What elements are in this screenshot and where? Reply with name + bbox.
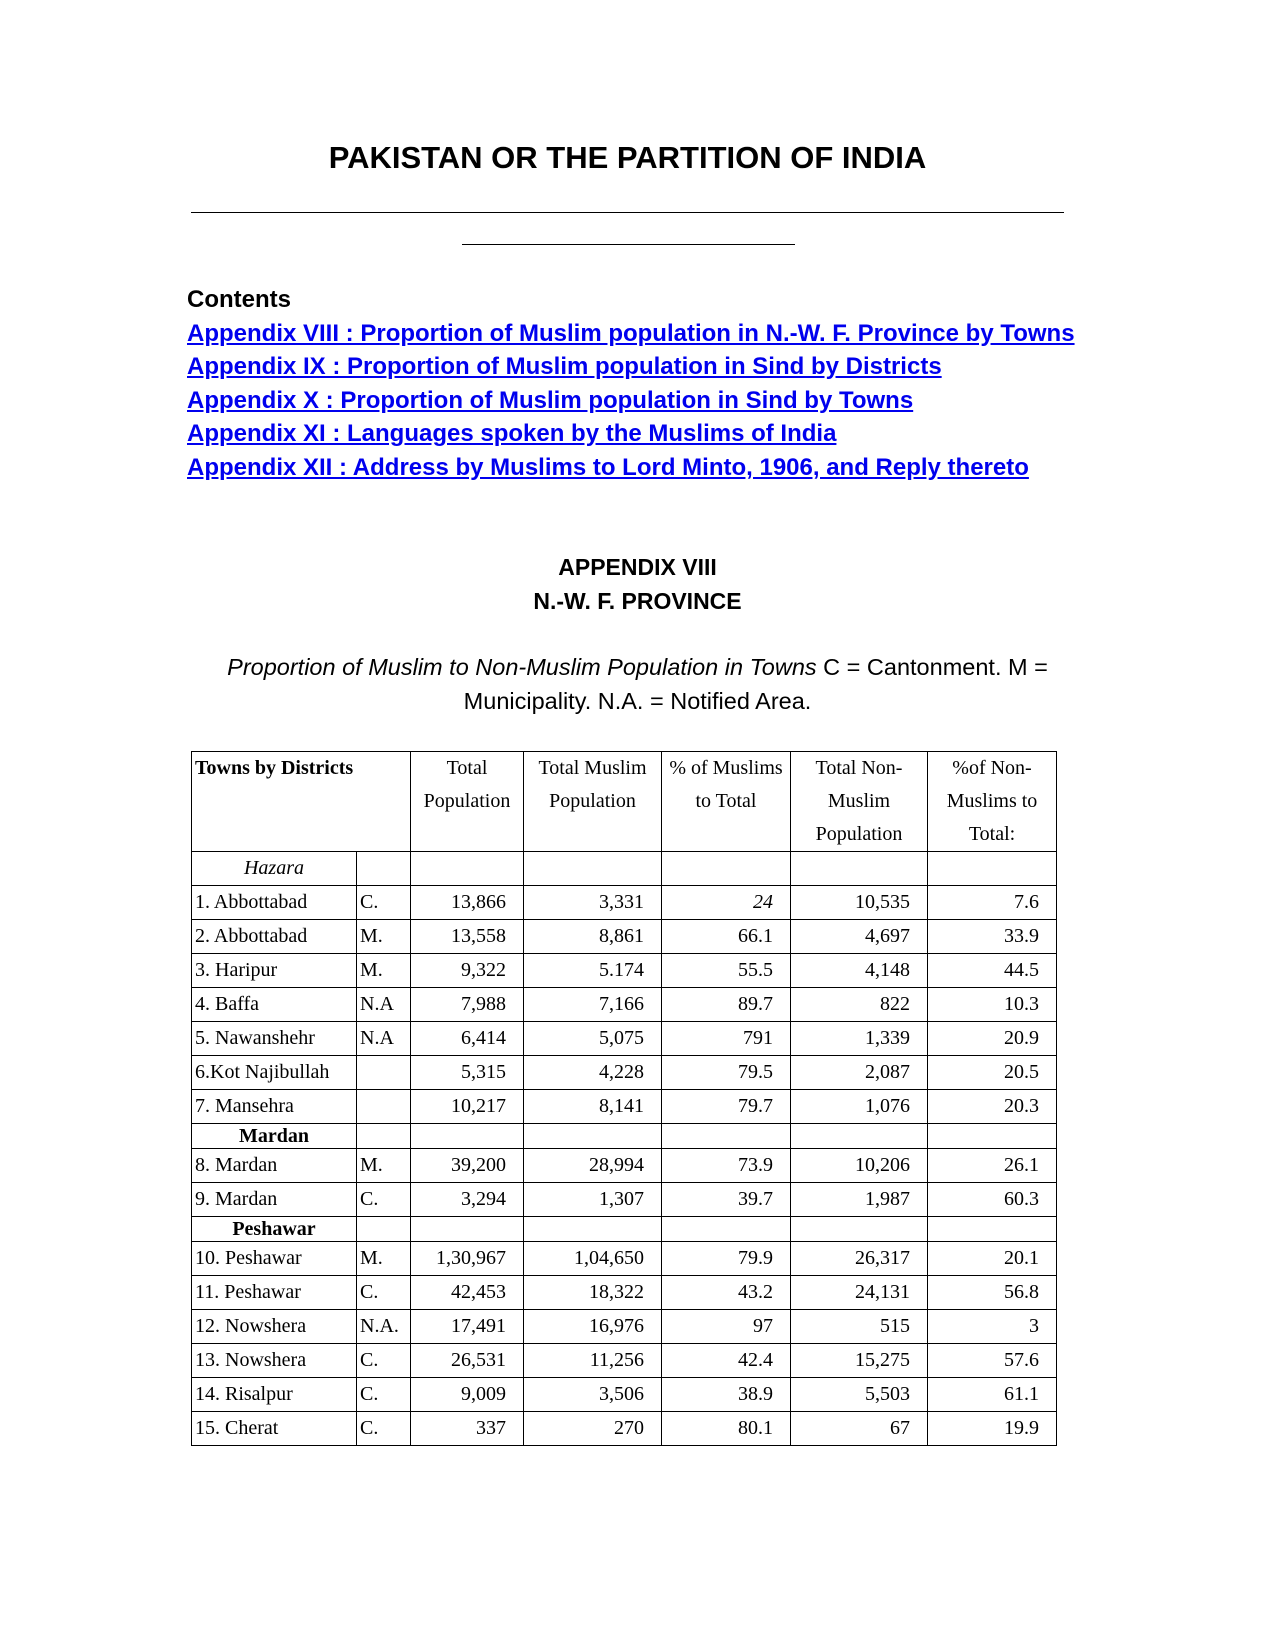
link-appendix-ix[interactable]: Appendix IX : Proportion of Muslim population in Sind by Districts xyxy=(187,353,942,380)
muslim-population: 270 xyxy=(524,1412,662,1446)
non-muslim-percent: 20.9 xyxy=(928,1022,1057,1056)
muslim-population: 5,075 xyxy=(524,1022,662,1056)
empty-cell xyxy=(411,1124,524,1149)
title-rule xyxy=(191,212,1064,213)
non-muslim-percent: 57.6 xyxy=(928,1344,1057,1378)
empty-cell xyxy=(662,1217,791,1242)
town-type: M. xyxy=(357,1242,411,1276)
muslim-percent: 42.4 xyxy=(662,1344,791,1378)
muslim-population: 16,976 xyxy=(524,1310,662,1344)
contents-section xyxy=(187,283,1087,484)
muslim-percent: 73.9 xyxy=(662,1149,791,1183)
town-type: N.A xyxy=(357,1022,411,1056)
total-population: 42,453 xyxy=(411,1276,524,1310)
non-muslim-population: 2,087 xyxy=(791,1056,928,1090)
town-name: 5. Nawanshehr xyxy=(192,1022,357,1056)
town-name: 15. Cherat xyxy=(192,1412,357,1446)
muslim-percent: 79.7 xyxy=(662,1090,791,1124)
muslim-population: 18,322 xyxy=(524,1276,662,1310)
district-row xyxy=(192,1124,1057,1149)
muslim-population: 28,994 xyxy=(524,1149,662,1183)
table-row xyxy=(192,988,1057,1022)
appendix-number: APPENDIX VIII xyxy=(558,554,717,580)
link-appendix-xii[interactable]: Appendix XII : Address by Muslims to Lord Minto, 1906, and Reply thereto xyxy=(187,453,1029,481)
non-muslim-population: 515 xyxy=(791,1310,928,1344)
table-row xyxy=(192,1412,1057,1446)
table-row xyxy=(192,1056,1057,1090)
town-type: C. xyxy=(357,1276,411,1310)
town-type: M. xyxy=(357,1149,411,1183)
muslim-population: 11,256 xyxy=(524,1344,662,1378)
page-title: PAKISTAN OR THE PARTITION OF INDIA xyxy=(328,140,927,175)
town-name: 4. Baffa xyxy=(192,988,357,1022)
empty-cell xyxy=(524,852,662,886)
header-total-population: Total Population xyxy=(411,752,524,852)
town-type: M. xyxy=(357,920,411,954)
muslim-percent: 66.1 xyxy=(662,920,791,954)
muslim-percent: 38.9 xyxy=(662,1378,791,1412)
muslim-population: 4,228 xyxy=(524,1056,662,1090)
header-towns: Towns by Districts xyxy=(192,752,411,852)
district-row xyxy=(192,852,1057,886)
header-non-muslim-percent: %of Non-Muslims to Total: xyxy=(928,752,1057,852)
total-population: 6,414 xyxy=(411,1022,524,1056)
non-muslim-population: 15,275 xyxy=(791,1344,928,1378)
non-muslim-percent: 61.1 xyxy=(928,1378,1057,1412)
town-type: C. xyxy=(357,886,411,920)
town-name: 3. Haripur xyxy=(192,954,357,988)
non-muslim-percent: 7.6 xyxy=(928,886,1057,920)
town-type xyxy=(357,1090,411,1124)
non-muslim-population: 5,503 xyxy=(791,1378,928,1412)
district-name: Peshawar xyxy=(192,1217,357,1242)
town-type: C. xyxy=(357,1378,411,1412)
town-name: 14. Risalpur xyxy=(192,1378,357,1412)
muslim-percent: 39.7 xyxy=(662,1183,791,1217)
town-type: C. xyxy=(357,1344,411,1378)
town-name: 9. Mardan xyxy=(192,1183,357,1217)
empty-cell xyxy=(411,852,524,886)
non-muslim-population: 10,535 xyxy=(791,886,928,920)
empty-cell xyxy=(662,1124,791,1149)
empty-cell xyxy=(357,1217,411,1242)
table-row xyxy=(192,1242,1057,1276)
muslim-population: 8,861 xyxy=(524,920,662,954)
total-population: 13,558 xyxy=(411,920,524,954)
non-muslim-percent: 20.1 xyxy=(928,1242,1057,1276)
caption-legend: C = Cantonment. M = Municipality. N.A. = Notified Area. xyxy=(463,654,1048,714)
district-name: Hazara xyxy=(192,852,357,886)
empty-cell xyxy=(791,852,928,886)
non-muslim-percent: 19.9 xyxy=(928,1412,1057,1446)
muslim-population: 8,141 xyxy=(524,1090,662,1124)
header-non-muslim-population: Total Non-Muslim Population xyxy=(791,752,928,852)
non-muslim-percent: 33.9 xyxy=(928,920,1057,954)
population-table xyxy=(191,751,1057,1446)
total-population: 26,531 xyxy=(411,1344,524,1378)
empty-cell xyxy=(662,852,791,886)
muslim-percent: 89.7 xyxy=(662,988,791,1022)
contents-heading: Contents xyxy=(187,286,291,313)
appendix-province: N.-W. F. PROVINCE xyxy=(533,588,742,614)
non-muslim-population: 10,206 xyxy=(791,1149,928,1183)
title-rule-short xyxy=(462,244,795,245)
table-row xyxy=(192,1276,1057,1310)
total-population: 9,009 xyxy=(411,1378,524,1412)
town-name: 11. Peshawar xyxy=(192,1276,357,1310)
muslim-population: 3,331 xyxy=(524,886,662,920)
header-muslim-population: Total Muslim Population xyxy=(524,752,662,852)
total-population: 1,30,967 xyxy=(411,1242,524,1276)
non-muslim-percent: 56.8 xyxy=(928,1276,1057,1310)
total-population: 3,294 xyxy=(411,1183,524,1217)
non-muslim-percent: 60.3 xyxy=(928,1183,1057,1217)
total-population: 10,217 xyxy=(411,1090,524,1124)
muslim-population: 7,166 xyxy=(524,988,662,1022)
town-name: 6.Kot Najibullah xyxy=(192,1056,357,1090)
table-row xyxy=(192,1310,1057,1344)
empty-cell xyxy=(357,852,411,886)
non-muslim-population: 24,131 xyxy=(791,1276,928,1310)
muslim-percent: 24 xyxy=(662,886,791,920)
non-muslim-percent: 10.3 xyxy=(928,988,1057,1022)
total-population: 39,200 xyxy=(411,1149,524,1183)
appendix-heading xyxy=(0,550,1275,618)
town-name: 8. Mardan xyxy=(192,1149,357,1183)
table-row xyxy=(192,954,1057,988)
caption-italic: Proportion of Muslim to Non-Muslim Population in Towns xyxy=(227,654,817,680)
non-muslim-population: 26,317 xyxy=(791,1242,928,1276)
muslim-percent: 79.5 xyxy=(662,1056,791,1090)
muslim-percent: 55.5 xyxy=(662,954,791,988)
empty-cell xyxy=(357,1124,411,1149)
non-muslim-percent: 20.5 xyxy=(928,1056,1057,1090)
muslim-percent: 97 xyxy=(662,1310,791,1344)
non-muslim-population: 1,076 xyxy=(791,1090,928,1124)
non-muslim-population: 4,148 xyxy=(791,954,928,988)
muslim-percent: 79.9 xyxy=(662,1242,791,1276)
non-muslim-population: 1,987 xyxy=(791,1183,928,1217)
muslim-population: 1,307 xyxy=(524,1183,662,1217)
town-type xyxy=(357,1056,411,1090)
empty-cell xyxy=(411,1217,524,1242)
link-appendix-x[interactable]: Appendix X : Proportion of Muslim population in Sind by Towns xyxy=(187,386,914,414)
town-type: N.A xyxy=(357,988,411,1022)
empty-cell xyxy=(791,1124,928,1149)
muslim-population: 5.174 xyxy=(524,954,662,988)
header-muslim-percent: % of Muslims to Total xyxy=(662,752,791,852)
non-muslim-population: 4,697 xyxy=(791,920,928,954)
table-row xyxy=(192,1090,1057,1124)
empty-cell xyxy=(928,1217,1057,1242)
non-muslim-percent: 20.3 xyxy=(928,1090,1057,1124)
table-caption xyxy=(200,650,1075,718)
total-population: 337 xyxy=(411,1412,524,1446)
town-name: 7. Mansehra xyxy=(192,1090,357,1124)
muslim-percent: 80.1 xyxy=(662,1412,791,1446)
empty-cell xyxy=(524,1217,662,1242)
empty-cell xyxy=(791,1217,928,1242)
non-muslim-percent: 44.5 xyxy=(928,954,1057,988)
table-row xyxy=(192,1022,1057,1056)
muslim-population: 1,04,650 xyxy=(524,1242,662,1276)
total-population: 7,988 xyxy=(411,988,524,1022)
non-muslim-population: 822 xyxy=(791,988,928,1022)
district-row xyxy=(192,1217,1057,1242)
muslim-percent: 43.2 xyxy=(662,1276,791,1310)
empty-cell xyxy=(524,1124,662,1149)
town-type: C. xyxy=(357,1183,411,1217)
town-name: 1. Abbottabad xyxy=(192,886,357,920)
non-muslim-population: 1,339 xyxy=(791,1022,928,1056)
table-row xyxy=(192,1183,1057,1217)
non-muslim-population: 67 xyxy=(791,1412,928,1446)
table-row xyxy=(192,886,1057,920)
table-row xyxy=(192,1149,1057,1183)
town-type: C. xyxy=(357,1412,411,1446)
town-name: 13. Nowshera xyxy=(192,1344,357,1378)
link-appendix-xi[interactable]: Appendix XI : Languages spoken by the Muslims of India xyxy=(187,420,837,447)
total-population: 17,491 xyxy=(411,1310,524,1344)
total-population: 9,322 xyxy=(411,954,524,988)
non-muslim-percent: 26.1 xyxy=(928,1149,1057,1183)
empty-cell xyxy=(928,852,1057,886)
town-name: 12. Nowshera xyxy=(192,1310,357,1344)
table-header-row xyxy=(192,752,1057,852)
total-population: 13,866 xyxy=(411,886,524,920)
total-population: 5,315 xyxy=(411,1056,524,1090)
district-name: Mardan xyxy=(192,1124,357,1149)
muslim-population: 3,506 xyxy=(524,1378,662,1412)
town-name: 2. Abbottabad xyxy=(192,920,357,954)
empty-cell xyxy=(928,1124,1057,1149)
town-type: N.A. xyxy=(357,1310,411,1344)
town-name: 10. Peshawar xyxy=(192,1242,357,1276)
table-row xyxy=(192,920,1057,954)
non-muslim-percent: 3 xyxy=(928,1310,1057,1344)
link-appendix-viii[interactable]: Appendix VIII : Proportion of Muslim population in N.-W. F. Province by Towns xyxy=(187,319,1075,347)
town-type: M. xyxy=(357,954,411,988)
muslim-percent: 791 xyxy=(662,1022,791,1056)
table-row xyxy=(192,1378,1057,1412)
table-row xyxy=(192,1344,1057,1378)
